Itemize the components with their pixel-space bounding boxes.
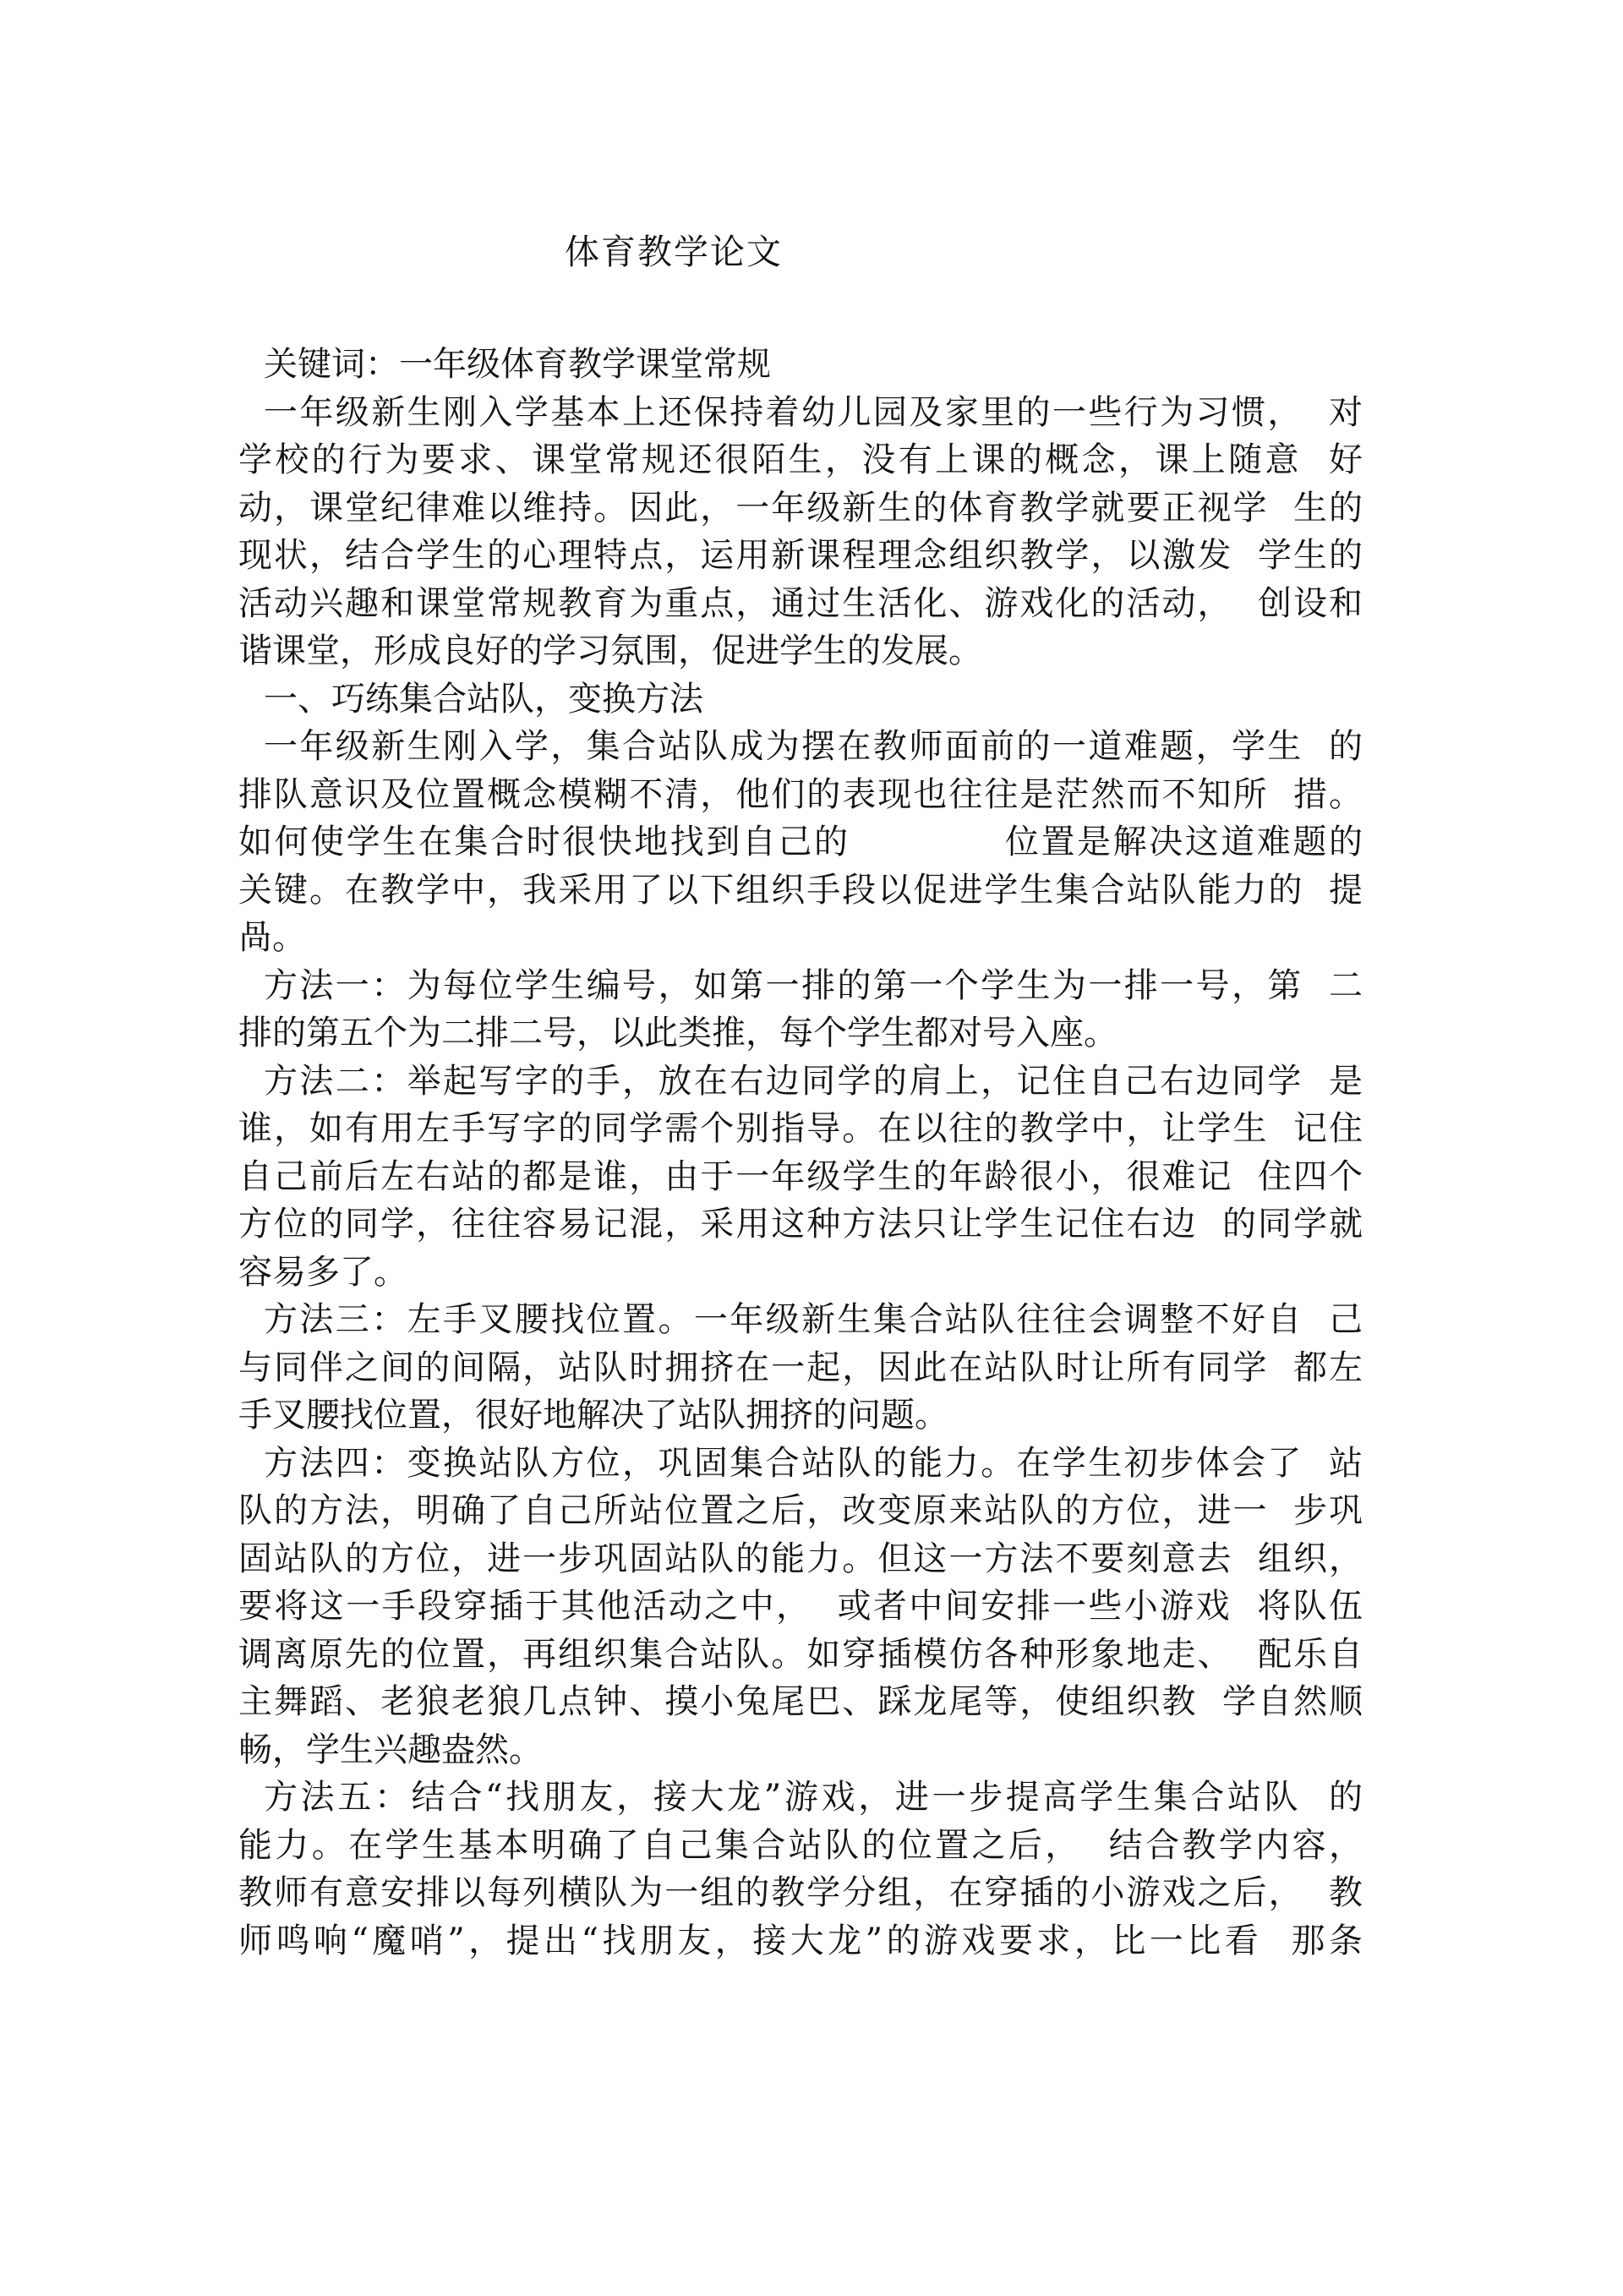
method-line: 与同伴之间的间隔，站队时拥挤在一起，因此在站队时让所有同学 都左 — [238, 1348, 1363, 1387]
paragraph-line: 关键。在教学中，我采用了以下组织手段以促进学生集合站队能力的 提 — [238, 870, 1363, 910]
method-line: 主舞蹈、老狼老狼几点钟、摸小兔尾巴、踩龙尾等，使组织教 学自然顺 — [238, 1682, 1363, 1721]
paragraph-line: 活动兴趣和课堂常规教育为重点，通过生活化、游戏化的活动， 创设和 — [238, 583, 1363, 623]
paragraph-line: 如何使学生在集合时很快地找到自己的 位置是解决这道难题的 — [238, 823, 1363, 861]
paragraph-line: 一年级新生刚入学，集合站队成为摆在教师面前的一道难题，学生 的 — [264, 727, 1363, 766]
paragraph-line: 咼。 — [238, 918, 306, 957]
document-title: 体育教学论文 — [565, 232, 783, 272]
method-line: 手叉腰找位置，很好地解决了站队拥挤的问题。 — [238, 1396, 948, 1435]
method-line: 能力。在学生基本明确了自己集合站队的位置之后， 结合教学内容， — [238, 1825, 1363, 1865]
keywords-line: 关键词：一年级体育教学课堂常规 — [264, 345, 771, 384]
method-line: 方法一：为每位学生编号，如第一排的第一个学生为一排一号，第 二 — [264, 965, 1363, 1005]
paragraph-line: 现状，结合学生的心理特点，运用新课程理念组织教学，以激发 学生的 — [238, 536, 1363, 575]
method-line: 畅，学生兴趣盎然。 — [238, 1730, 543, 1769]
method-line: 调离原先的位置，再组织集合站队。如穿插模仿各种形象地走、 配乐自 — [238, 1634, 1363, 1674]
method-line: 教师有意安排以每列横队为一组的教学分组，在穿插的小游戏之后， 教 — [238, 1873, 1363, 1912]
method-line: 方法五：结合“找朋友，接大龙”游戏，进一步提高学生集合站队 的 — [264, 1778, 1363, 1817]
method-line: 排的第五个为二排二号，以此类推，每个学生都对号入座。 — [238, 1014, 1118, 1052]
method-line: 要将这一手段穿插于其他活动之中， 或者中间安排一些小游戏 将队伍 — [238, 1587, 1363, 1626]
method-line: 谁，如有用左手写字的同学需个别指导。在以往的教学中，让学生 记住 — [238, 1109, 1363, 1148]
method-line: 固站队的方位，进一步巩固站队的能力。但这一方法不要刻意去 组织， — [238, 1539, 1363, 1578]
paragraph-line: 谐课堂，形成良好的学习氛围，促进学生的发展。 — [238, 631, 982, 670]
method-line: 方法四：变换站队方位，巩固集合站队的能力。在学生初步体会了 站 — [264, 1443, 1363, 1483]
method-line: 方法三：左手叉腰找位置。一年级新生集合站队往往会调整不好自 己 — [264, 1300, 1363, 1339]
section-heading: 一、巧练集合站队，变换方法 — [264, 679, 703, 719]
method-line: 师鸣响“魔哨”，提出“找朋友，接大龙”的游戏要求，比一比看 那条 — [238, 1921, 1363, 1960]
method-line: 容易多了。 — [238, 1252, 407, 1292]
method-line: 自己前后左右站的都是谁，由于一年级学生的年龄很小，很难记 住四个 — [238, 1156, 1363, 1196]
paragraph-line: 排队意识及位置概念模糊不清，他们的表现也往往是茫然而不知所 措。 — [238, 774, 1363, 814]
method-line: 方法二：举起写字的手，放在右边同学的肩上，记住自己右边同学 是 — [264, 1061, 1363, 1101]
document-body — [238, 341, 1363, 1965]
method-line: 队的方法，明确了自己所站位置之后，改变原来站队的方位，进一 步巩 — [238, 1491, 1363, 1530]
method-line: 方位的同学，往往容易记混，采用这种方法只让学生记住右边 的同学就 — [238, 1205, 1363, 1244]
paragraph-line: 一年级新生刚入学基本上还保持着幼儿园及家里的一些行为习惯， 对 — [264, 392, 1363, 432]
paragraph-line: 动，课堂纪律难以维持。因此，一年级新生的体育教学就要正视学 生的 — [238, 488, 1363, 528]
paragraph-line: 学校的行为要求、课堂常规还很陌生，没有上课的概念，课上随意 好 — [238, 440, 1363, 479]
